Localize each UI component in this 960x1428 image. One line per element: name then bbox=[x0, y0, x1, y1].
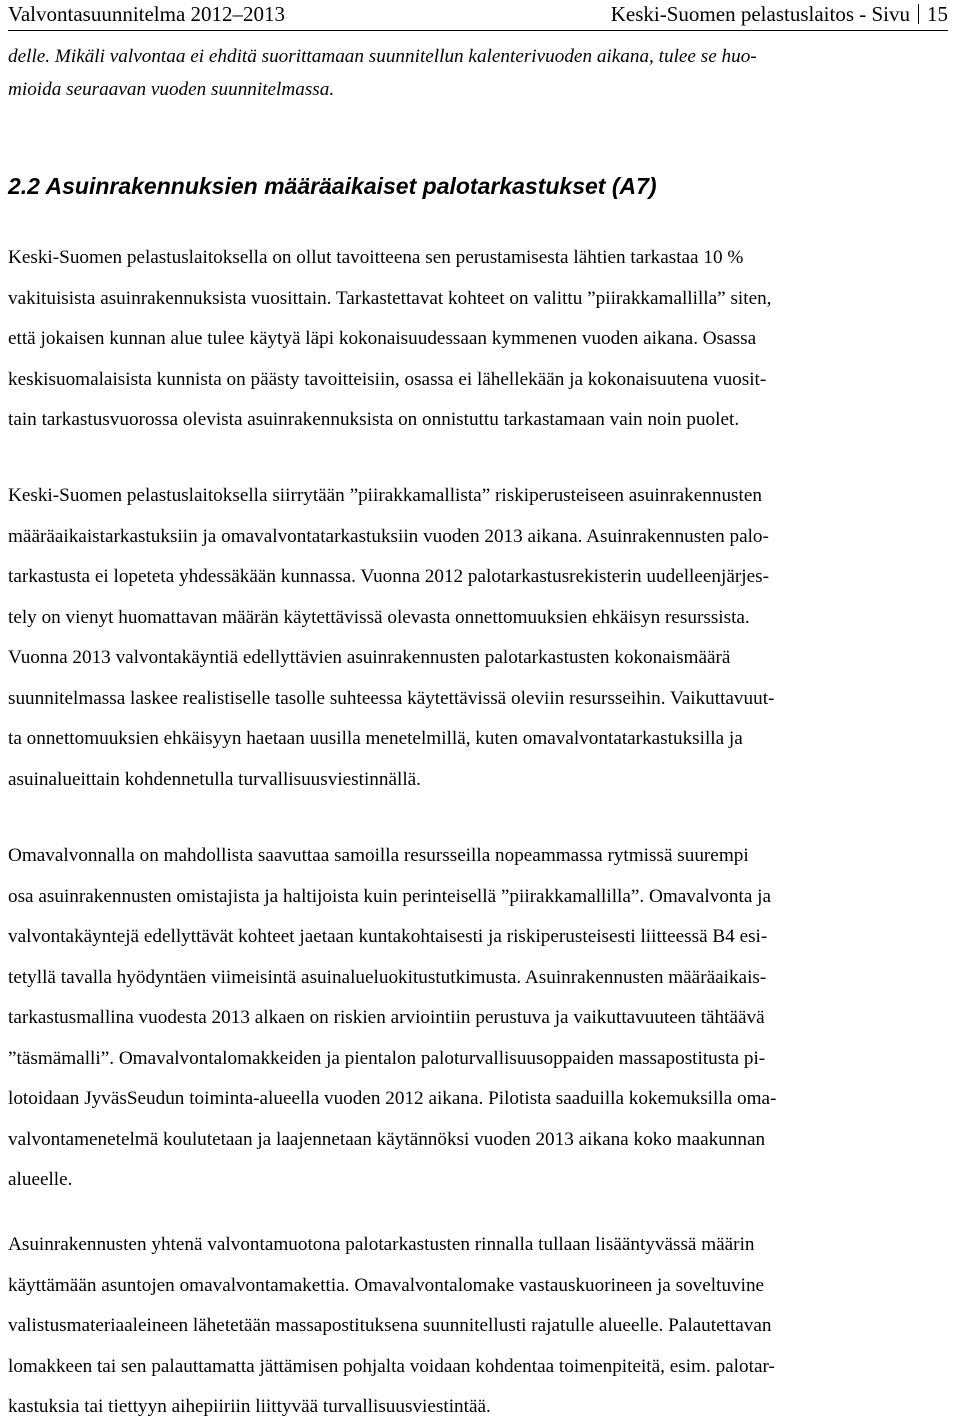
paragraph-4 bbox=[8, 1225, 948, 1428]
text-line: ”täsmämalli”. Omavalvontalomakkeiden ja pientalon paloturvallisuusoppaiden massapostitusta pi- bbox=[8, 1047, 766, 1069]
text-line: tetyllä tavalla hyödyntäen viimeisintä asuinalueluokitustutkimusta. Asuinrakennusten määräaikais- bbox=[8, 966, 767, 988]
text-line: Vuonna 2013 valvontakäyntiä edellyttävien asuinrakennusten palotarkastusten kokonaismäärä bbox=[8, 647, 731, 668]
document-title: Valvontasuunnitelma 2012–2013 bbox=[8, 2, 286, 26]
text-line: valvontakäyntejä edellyttävät kohteet jaetaan kuntakohtaisesti ja riskiperusteisesti liitteessä B4 esi- bbox=[8, 926, 768, 947]
page-number: 15 bbox=[927, 2, 948, 26]
text-line: ta onnettomuuksien ehkäisyyn haetaan uusilla menetelmillä, kuten omavalvontatarkastuksilla ja bbox=[8, 728, 743, 749]
text-line: tely on vienyt huomattavan määrän käytettävissä olevasta onnettomuuksien ehkäisyn resurssista. bbox=[8, 606, 750, 628]
text-line: tarkastusta ei lopeteta yhdessäkään kunnassa. Vuonna 2012 palotarkastusrekisterin uudelleenjärjes- bbox=[8, 566, 769, 587]
text-line: että jokaisen kunnan alue tulee käytyä läpi kokonaisuudessaan kymmenen vuoden aikana. Osassa bbox=[8, 328, 757, 349]
header-right bbox=[611, 2, 948, 27]
text-line: käyttämään asuntojen omavalvontamakettia. Omavalvontalomake vastauskuorineen ja soveltuvine bbox=[8, 1274, 765, 1296]
text-line: Asuinrakennusten yhtenä valvontamuotona palotarkastusten rinnalla tullaan lisääntyvässä määrin bbox=[8, 1234, 755, 1255]
text-line: lotoidaan JyväsSeudun toiminta-alueella vuoden 2012 aikana. Pilotista saaduilla kokemuksilla oma- bbox=[8, 1088, 777, 1109]
text-line: tarkastusmallina vuodesta 2013 alkaen on riskien arviointiin perustuva ja vaikuttavuuteen tähtäävä bbox=[8, 1007, 765, 1028]
text-line: suunnitelmassa laskee realistiselle tasolle suhteessa käytettävissä oleviin resursseihin. Vaikuttavuut- bbox=[8, 687, 775, 709]
organization-name: Keski-Suomen pelastuslaitos - Sivu bbox=[610, 2, 910, 26]
text-line: asuinalueittain kohdennetulla turvallisuusviestinnällä. bbox=[8, 768, 421, 790]
intro-paragraph bbox=[8, 40, 948, 106]
section-heading: 2.2 Asuinrakennuksien määräaikaiset palotarkastukset (A7) bbox=[8, 173, 657, 199]
text-line: kastuksia tai tiettyyn aihepiiriin liittyvää turvallisuusviestintää. bbox=[8, 1396, 491, 1417]
page-header bbox=[8, 0, 948, 31]
text-line: vakituisista asuinrakennuksista vuosittain. Tarkastettavat kohteet on valittu ”piirakkamallilla” siten, bbox=[8, 287, 772, 309]
text-line: valistusmateriaaleineen lähetetään massapostituksena suunnitellusti rajatulle alueelle. Palautettavan bbox=[8, 1315, 772, 1336]
text-line: delle. Mikäli valvontaa ei ehditä suorittamaan suunnitellun kalenterivuoden aikana, tulee se huo- bbox=[8, 46, 757, 67]
text-line: lomakkeen tai sen palauttamatta jättämisen pohjalta voidaan kohdentaa toimenpiteitä, esim. palotar- bbox=[8, 1355, 775, 1377]
text-line: keskisuomalaisista kunnista on päästy tavoitteisiin, osassa ei lähellekään ja kokonaisuutena vuosit- bbox=[8, 368, 767, 390]
text-line: mioida seuraavan vuoden suunnitelmassa. bbox=[8, 79, 335, 100]
paragraph-2 bbox=[8, 476, 948, 800]
text-line: Omavalvonnalla on mahdollista saavuttaa samoilla resursseilla nopeammassa rytmissä suurempi bbox=[8, 845, 749, 866]
header-separator bbox=[918, 4, 919, 24]
text-line: Keski-Suomen pelastuslaitoksella siirrytään ”piirakkamallista” riskiperusteiseen asuinrakennusten bbox=[8, 485, 762, 506]
text-line: tain tarkastusvuorossa olevista asuinrakennuksista on onnistuttu tarkastamaan vain noin puolet. bbox=[8, 409, 740, 430]
text-line: valvontamenetelmä koulutetaan ja laajennetaan käytännöksi vuoden 2013 aikana koko maakunnan bbox=[8, 1128, 766, 1150]
text-line: alueelle. bbox=[8, 1169, 73, 1190]
text-line: määräaikaistarkastuksiin ja omavalvontatarkastuksiin vuoden 2013 aikana. Asuinrakennusten palo- bbox=[8, 525, 769, 547]
text-line: Keski-Suomen pelastuslaitoksella on ollut tavoitteena sen perustamisesta lähtien tarkastaa 10 % bbox=[8, 247, 744, 268]
paragraph-1 bbox=[8, 238, 948, 441]
text-line: osa asuinrakennusten omistajista ja haltijoista kuin perinteisellä ”piirakkamallilla”. Omavalvonta ja bbox=[8, 885, 772, 907]
paragraph-3 bbox=[8, 836, 948, 1201]
